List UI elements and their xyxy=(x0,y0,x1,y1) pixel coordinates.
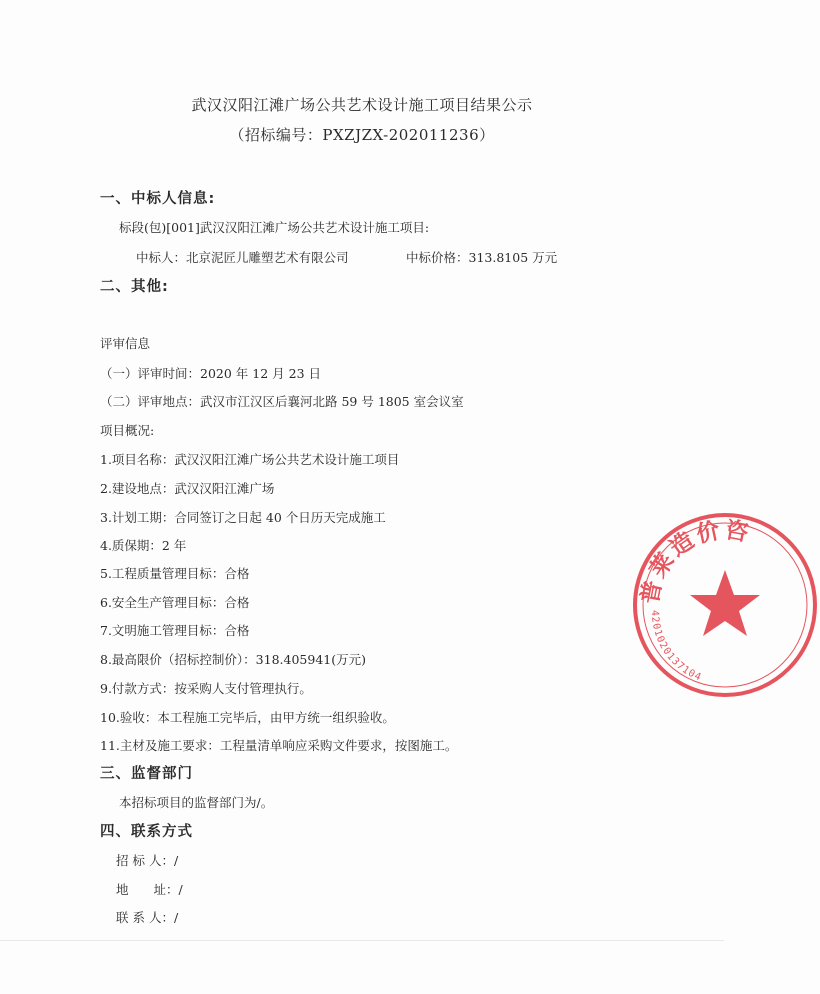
overview-item: 6.安全生产管理目标：合格 xyxy=(100,595,250,610)
review-time: （一）评审时间：2020 年 12 月 23 日 xyxy=(100,366,321,381)
contact-address: 地 址：/ xyxy=(116,882,183,897)
overview-item: 4.质保期：2 年 xyxy=(100,538,187,553)
overview-heading: 项目概况: xyxy=(100,423,155,438)
winner-name: 中标人：北京泥匠儿雕塑艺术有限公司 xyxy=(136,250,349,265)
contact-tenderer: 招 标 人：/ xyxy=(116,853,179,868)
section-heading-supervision: 三、监督部门 xyxy=(100,766,193,782)
supervision-text: 本招标项目的监督部门为/。 xyxy=(119,795,274,810)
overview-item: 9.付款方式：按采购人支付管理执行。 xyxy=(100,681,312,696)
contact-person: 联 系 人：/ xyxy=(116,910,179,925)
overview-item: 8.最高限价（招标控制价）：318.405941(万元) xyxy=(100,652,366,667)
document-title: 武汉汉阳江滩广场公共艺术设计施工项目结果公示 xyxy=(191,96,533,114)
seal-name-text: 普莱造价咨 xyxy=(637,517,754,606)
overview-item: 10.验收：本工程施工完毕后，由甲方统一组织验收。 xyxy=(100,710,395,725)
section-heading-other: 二、其他: xyxy=(100,279,169,295)
lot-line: 标段(包)[001]武汉汉阳江滩广场公共艺术设计施工项目: xyxy=(119,220,430,235)
svg-text:4201020137104 xyxy=(649,610,703,684)
section-heading-winner: 一、中标人信息: xyxy=(100,191,216,207)
overview-item: 3.计划工期：合同签订之日起 40 个日历天完成施工 xyxy=(100,510,386,525)
page-bottom-divider xyxy=(0,940,724,941)
winner-price: 中标价格：313.8105 万元 xyxy=(406,250,558,265)
overview-item: 1.项目名称：武汉汉阳江滩广场公共艺术设计施工项目 xyxy=(100,452,400,467)
svg-text:普莱造价咨 xyxy=(636,516,753,606)
review-place: （二）评审地点：武汉市江汉区后襄河北路 59 号 1805 室会议室 xyxy=(100,394,464,409)
official-seal-stamp xyxy=(630,510,820,700)
seal-number-text: 4201020137104 xyxy=(648,609,704,684)
review-heading: 评审信息 xyxy=(100,336,151,351)
tender-number: （招标编号：PXZJZX-202011236） xyxy=(229,126,495,144)
section-heading-contact: 四、联系方式 xyxy=(100,824,193,840)
overview-item: 5.工程质量管理目标：合格 xyxy=(100,566,250,581)
overview-item: 11.主材及施工要求：工程量清单响应采购文件要求，按图施工。 xyxy=(100,738,458,753)
overview-item: 2.建设地点：武汉汉阳江滩广场 xyxy=(100,481,275,496)
seal-star-icon xyxy=(690,570,760,636)
overview-item: 7.文明施工管理目标：合格 xyxy=(100,623,250,638)
